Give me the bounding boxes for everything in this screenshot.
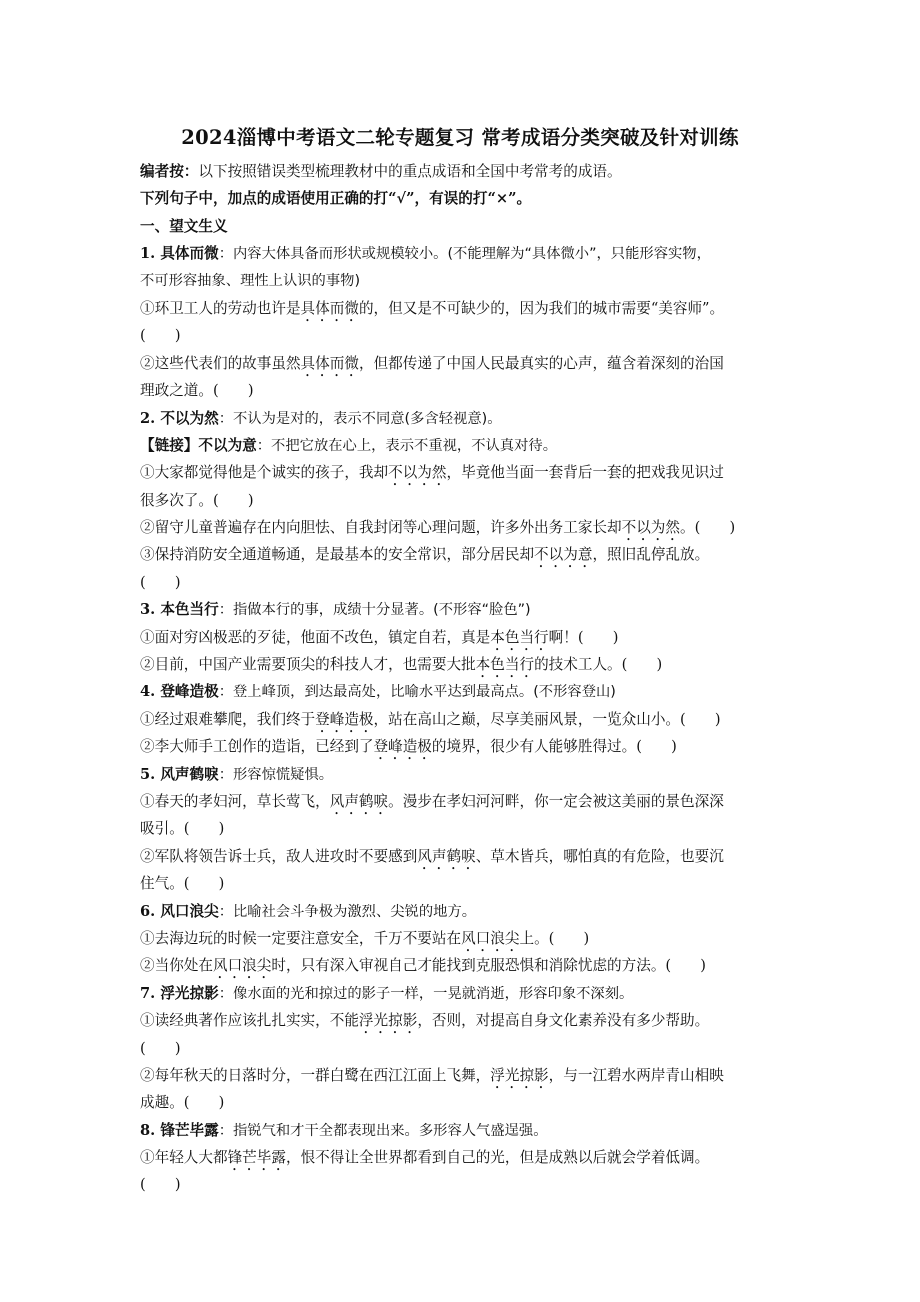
page-title: 2024淄博中考语文二轮专题复习 常考成语分类突破及针对训练 [181, 126, 739, 149]
question-text: ①去海边玩的时候一定要注意安全，千万不要站在 [140, 929, 462, 947]
question-line [140, 350, 790, 377]
definition-text: ：内容大体具备而形状或规模较小。(不能理解为“具体微小”，只能形容实物， [218, 246, 711, 263]
answer-blank[interactable]: ( ) [665, 957, 706, 975]
question-line [140, 487, 790, 514]
idiom-term: 7. 浮光掠影 [140, 984, 219, 1002]
question-line [140, 1062, 790, 1089]
answer-blank[interactable]: ( ) [548, 929, 590, 947]
question-text: ①大家都觉得他是个诚实的孩子，我却 [140, 464, 389, 482]
question-text: ①年轻人大都 [140, 1149, 228, 1167]
question-text: ，站在高山之巅，尽享美丽风景，一览众山小。 [373, 710, 681, 728]
question-text: ，与一江碧水两岸青山相映 [548, 1066, 724, 1084]
answer-blank[interactable]: ( ) [183, 820, 225, 838]
question-line [140, 514, 790, 541]
question-line [140, 651, 790, 678]
editor-note-label: 编者按： [140, 163, 199, 180]
answer-blank[interactable]: ( ) [183, 1094, 225, 1112]
question-line [140, 1007, 790, 1034]
idiom-definition [140, 405, 790, 432]
question-text: ③保持消防安全通道畅通，是最基本的安全常识，部分居民却 [140, 546, 535, 564]
answer-blank[interactable]: ( ) [694, 519, 736, 537]
question-text: 。 [680, 519, 695, 537]
definition-text: ：登上峰顶，到达最高处，比喻水平达到最高点。(不形容登山) [218, 684, 616, 701]
question-text: ②军队将领告诉士兵，敌人进攻时不要感到 [140, 847, 418, 865]
idiom-term: 6. 风口浪尖 [140, 902, 219, 920]
dotted-idiom: 不以为意 [534, 546, 593, 564]
instruction: 下列句子中，加点的成语使用正确的打“√”，有误的打“×”。 [140, 190, 532, 208]
idiom-definition [140, 678, 790, 705]
dotted-idiom: 浮光掠影 [490, 1066, 549, 1084]
dotted-idiom: 本色当行 [490, 628, 549, 646]
question-text: ②李大师手工创作的造诣，已经到了 [140, 738, 374, 756]
dotted-idiom: 登峰造极 [315, 710, 374, 728]
idiom-term: 2. 不以为然 [140, 409, 219, 427]
question-text: ①读经典著作应该扎扎实实，不能 [140, 1012, 359, 1030]
question-line [140, 815, 790, 842]
dotted-idiom: 锋芒毕露 [227, 1149, 286, 1167]
idiom-term: 4. 登峰造极 [140, 683, 219, 701]
idiom-term: 8. 锋芒毕露 [140, 1121, 219, 1139]
definition-text: ：形容惊慌疑惧。 [218, 766, 334, 783]
answer-blank[interactable]: ( ) [212, 382, 254, 400]
question-text: 的技术工人。 [534, 656, 622, 674]
question-text: ，恨不得让全世界都看到自己的光，但是成熟以后就会学着低调。 [285, 1149, 710, 1167]
document-body [140, 158, 790, 1199]
dotted-idiom: 具体而微 [300, 299, 359, 317]
answer-blank[interactable]: ( ) [212, 491, 254, 509]
editor-note [140, 158, 790, 185]
dotted-idiom: 浮光掠影 [358, 1012, 418, 1030]
question-text: 住气。 [140, 875, 184, 893]
question-line [140, 1144, 790, 1171]
question-line [140, 624, 790, 651]
definition-text: ：指做本行的事，成绩十分显著。(不形容“脸色”) [218, 602, 531, 619]
question-text: 、草木皆兵，哪怕真的有危险，也要沉 [475, 847, 724, 865]
question-text: 上。 [519, 929, 549, 947]
question-text: ，照旧乱停乱放。 [592, 546, 710, 564]
question-line [140, 733, 790, 760]
question-text: ，但都传递了中国人民最真实的心声，蕴含着深刻的治国 [358, 354, 724, 372]
question-line [140, 843, 790, 870]
idiom-definition [140, 596, 790, 623]
idiom-term: 1. 具体而微 [140, 245, 219, 263]
question-line [140, 706, 790, 733]
answer-blank[interactable]: ( ) [621, 656, 663, 674]
definition-text: ：指锐气和才干全都表现出来。多形容人气盛逞强。 [218, 1122, 548, 1139]
dotted-idiom: 本色当行 [475, 656, 535, 674]
question-text: 啊！ [548, 628, 578, 646]
idiom-definition [140, 240, 790, 267]
question-text: ①经过艰难攀爬，我们终于 [140, 710, 316, 728]
dotted-idiom: 登峰造极 [373, 738, 432, 756]
link-label: 【链接】不以为意 [140, 436, 257, 454]
dotted-idiom: 风声鹤唳 [329, 792, 389, 810]
question-line [140, 952, 790, 979]
dotted-idiom: 风口浪尖 [212, 957, 272, 975]
editor-note-text: 以下按照错误类型梳理教材中的重点成语和全国中考常考的成语。 [198, 163, 622, 180]
question-text: ②每年秋天的日落时分，一群白鹭在西江江面上飞舞， [140, 1066, 491, 1084]
answer-blank[interactable]: ( ) [140, 573, 181, 591]
section-heading: 一、望文生义 [140, 217, 228, 235]
question-text: ②当你处在 [140, 957, 213, 975]
question-text: 的境界，很少有人能够胜得过。 [431, 738, 637, 756]
definition-text: 不可形容抽象、理性上认识的事物) [140, 272, 361, 289]
question-text: 吸引。 [140, 820, 184, 838]
question-text: 时，只有深入审视自己才能找到克服恐惧和消除忧虑的方法。 [271, 957, 666, 975]
question-text: 很多次了。 [140, 491, 213, 509]
link-definition [140, 432, 790, 459]
answer-blank[interactable]: ( ) [140, 1176, 181, 1194]
answer-blank[interactable]: ( ) [636, 738, 677, 756]
question-line [140, 295, 790, 322]
idiom-definition [140, 1117, 790, 1144]
definition-text: ：不认为是对的，表示不同意(多含轻视意)。 [218, 410, 502, 427]
answer-blank[interactable]: ( ) [183, 875, 225, 893]
definition-text: ：比喻社会斗争极为激烈、尖锐的地方。 [218, 903, 477, 920]
question-text: 理政之道。 [140, 382, 213, 400]
dotted-idiom: 风口浪尖 [461, 929, 520, 947]
idiom-term: 5. 风声鹤唳 [140, 765, 219, 783]
answer-blank[interactable]: ( ) [140, 327, 181, 345]
question-line [140, 788, 790, 815]
question-text: 。漫步在孝妇河河畔，你一定会被这美丽的景色深深 [388, 792, 724, 810]
answer-blank[interactable]: ( ) [680, 710, 721, 728]
idiom-definition [140, 898, 790, 925]
answer-blank[interactable]: ( ) [140, 1039, 181, 1057]
idiom-term: 3. 本色当行 [140, 601, 219, 619]
question-text: ②留守儿童普遍存在内向胆怯、自我封闭等心理问题，许多外出务工家长却 [140, 519, 622, 537]
question-text: ①环卫工人的劳动也许是 [140, 299, 301, 317]
definition-text: ：不把它放在心上，表示不重视，不认真对待。 [256, 437, 557, 454]
question-line [140, 459, 790, 486]
question-line [140, 377, 790, 404]
question-text: ②这些代表们的故事虽然 [140, 354, 301, 372]
idiom-definition [140, 761, 790, 788]
question-text: ，否则，对提高自身文化素养没有多少帮助。 [417, 1012, 710, 1030]
dotted-idiom: 不以为然 [621, 519, 680, 537]
dotted-idiom: 风声鹤唳 [417, 847, 476, 865]
question-line [140, 1089, 790, 1116]
answer-blank[interactable]: ( ) [577, 628, 619, 646]
question-line [140, 925, 790, 952]
question-text: 成趣。 [140, 1094, 184, 1112]
question-text: 的，但又是不可缺少的，因为我们的城市需要“美容师”。 [358, 299, 725, 317]
question-text: ②目前，中国产业需要顶尖的科技人才，也需要大批 [140, 656, 476, 674]
dotted-idiom: 不以为然 [388, 464, 447, 482]
question-text: ，毕竟他当面一套背后一套的把戏我见识过 [446, 464, 724, 482]
question-text: ①春天的孝妇河，草长莺飞， [140, 792, 330, 810]
question-line [140, 541, 790, 568]
idiom-definition [140, 980, 790, 1007]
definition-text: ：像水面的光和掠过的影子一样，一晃就消逝，形容印象不深刻。 [218, 985, 634, 1002]
dotted-idiom: 具体而微 [300, 354, 359, 372]
question-line [140, 870, 790, 897]
question-text: ①面对穷凶极恶的歹徒，他面不改色，镇定自若，真是 [140, 628, 491, 646]
